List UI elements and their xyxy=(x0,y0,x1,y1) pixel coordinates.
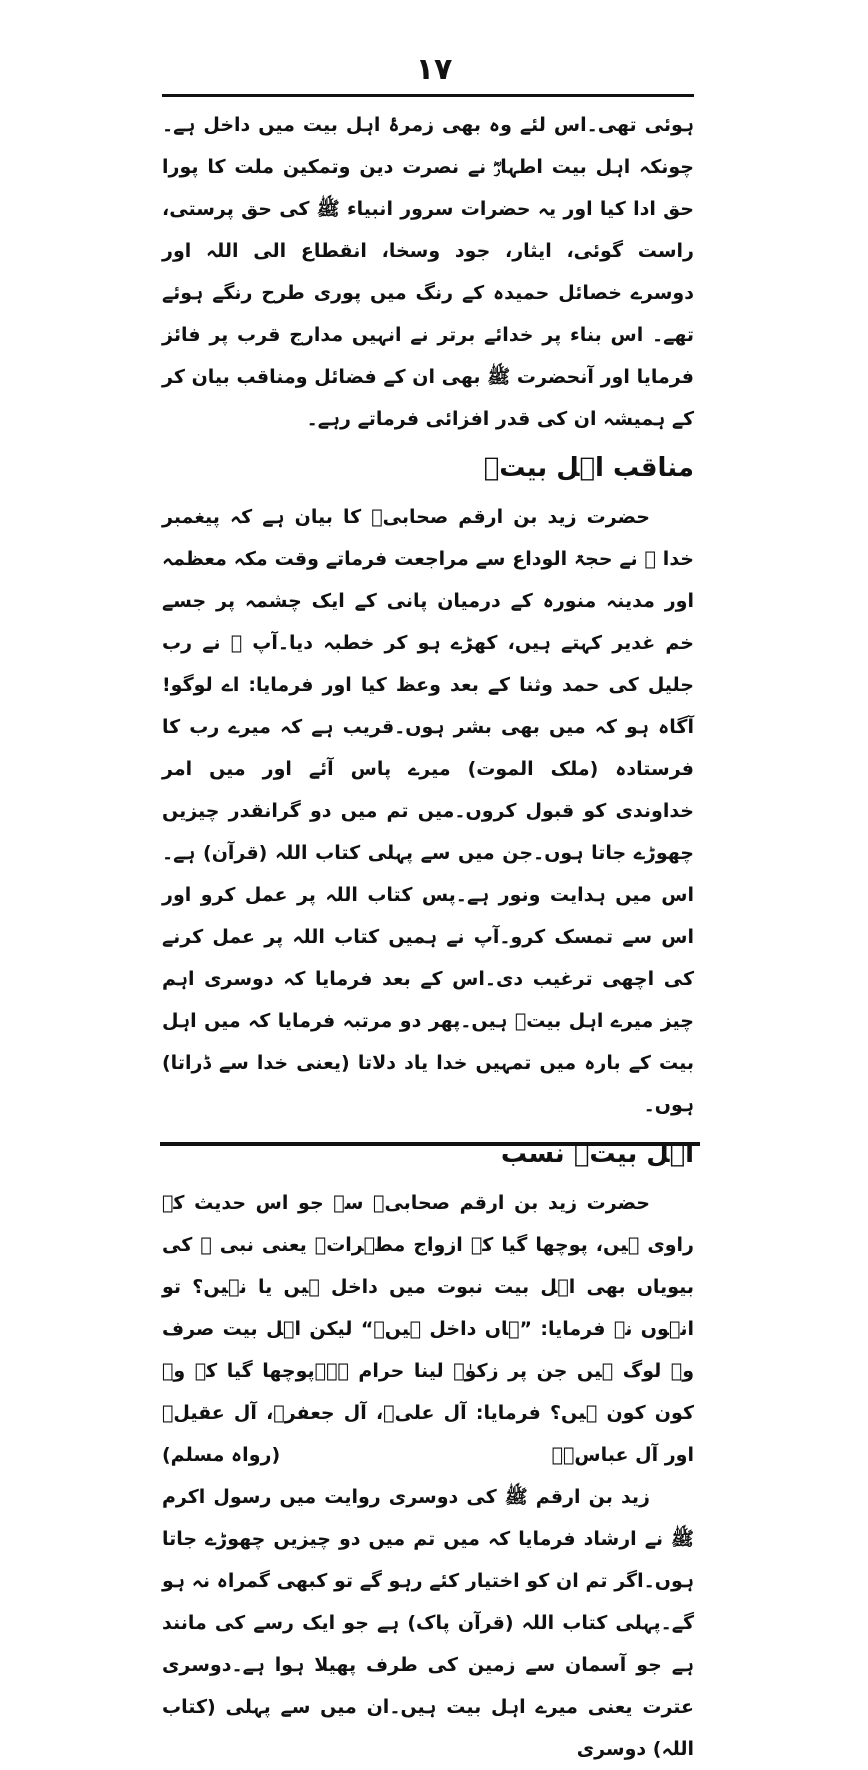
intro-paragraph: ہوئی تھی۔اس لئے وہ بھی زمرۂ اہل بیت میں داخل ہے۔چونکہ اہل بیت اطہارؓ نے نصرت دین وتمکین ملت کا پورا حق ادا کیا اور یہ حضرات سرور انبیاء ﷺ کی حق پرستی، راست گوئی، ایثار، جود وسخا، انقطاع الی اللہ اور دوسرے خصائل حمیدہ کے رنگ میں پوری طرح رنگے ہوئے تھے۔ اس بناء پر خدائے برتر نے انہیں مدارج قرب پر فائز فرمایا اور آنحضرت ﷺ بھی ان کے فضائل ومناقب بیان کر کے ہمیشہ ان کی قدر افزائی فرماتے رہے۔ xyxy=(162,114,694,430)
page-body xyxy=(162,104,694,1770)
section-heading-manaqib: مناقب اہل بیتؓ xyxy=(483,453,694,483)
section-heading-nasab: اہل بیتؓ نسب xyxy=(500,1139,694,1169)
riwayat-paragraph: زید بن ارقم ﷺ کی دوسری روایت میں رسول اکرم ﷺ نے ارشاد فرمایا کہ میں تم میں دو چیزیں چھوڑے جاتا ہوں۔اگر تم ان کو اختیار کئے رہو گے تو کبھی گمراہ نہ ہو گے۔پہلی کتاب اللہ (قرآن پاک) ہے جو ایک رسے کی مانند ہے جو آسمان سے زمین کی طرف پھیلا ہوا ہے۔دوسری عترت یعنی میرے اہل بیت ہیں۔ان میں سے پہلی (کتاب اللہ) دوسری xyxy=(162,1486,694,1760)
page-number: ۱۷ xyxy=(415,52,453,87)
footer-rule xyxy=(160,1142,700,1146)
nasab-paragraph xyxy=(162,1182,694,1476)
citation: (رواہ مسلم) xyxy=(162,1444,281,1466)
nasab-paragraph-text: حضرت زید بن ارقم صحابیؓ سے جو اس حدیث کے راوی ہیں، پوچھا گیا کہ ازواج مطہراتؓ یعنی نبی ﷺ کی بیویاں بھی اہل بیت نبوت میں داخل ہیں یا نہیں؟ تو انہوں نے فرمایا: ”ہاں داخل ہیں۔“ لیکن اہل بیت صرف وہ لوگ ہیں جن پر زکوٰۃ لینا حرام ہے۔پوچھا گیا کہ وہ کون کون ہیں؟ فرمایا: آل علیؓ، آل جعفرؓ، آل عقیلؓ اور آل عباسؓ۔ xyxy=(162,1192,694,1466)
manaqib-paragraph: حضرت زید بن ارقم صحابیؓ کا بیان ہے کہ پیغمبر خدا ﷺ نے حجۃ الوداع سے مراجعت فرماتے وقت مکہ معظمہ اور مدینہ منورہ کے درمیان پانی کے ایک چشمہ پر جسے خم غدیر کہتے ہیں، کھڑے ہو کر خطبہ دیا۔آپ ﷺ نے رب جلیل کی حمد وثنا کے بعد وعظ کیا اور فرمایا: اے لوگو! آگاہ ہو کہ میں بھی بشر ہوں۔قریب ہے کہ میرے رب کا فرستادہ (ملک الموت) میرے پاس آئے اور میں امر خداوندی کو قبول کروں۔میں تم میں دو گرانقدر چیزیں چھوڑے جاتا ہوں۔جن میں سے پہلی کتاب اللہ (قرآن) ہے۔اس میں ہدایت ونور ہے۔پس کتاب اللہ پر عمل کرو اور اس سے تمسک کرو۔آپ نے ہمیں کتاب اللہ پر عمل کرنے کی اچھی ترغیب دی۔اس کے بعد فرمایا کہ دوسری اہم چیز میرے اہل بیتؓ ہیں۔پھر دو مرتبہ فرمایا کہ میں اہل بیت کے بارہ میں تمہیں خدا یاد دلاتا (یعنی خدا سے ڈراتا) ہوں۔ xyxy=(162,506,694,1116)
header-rule xyxy=(162,94,694,97)
